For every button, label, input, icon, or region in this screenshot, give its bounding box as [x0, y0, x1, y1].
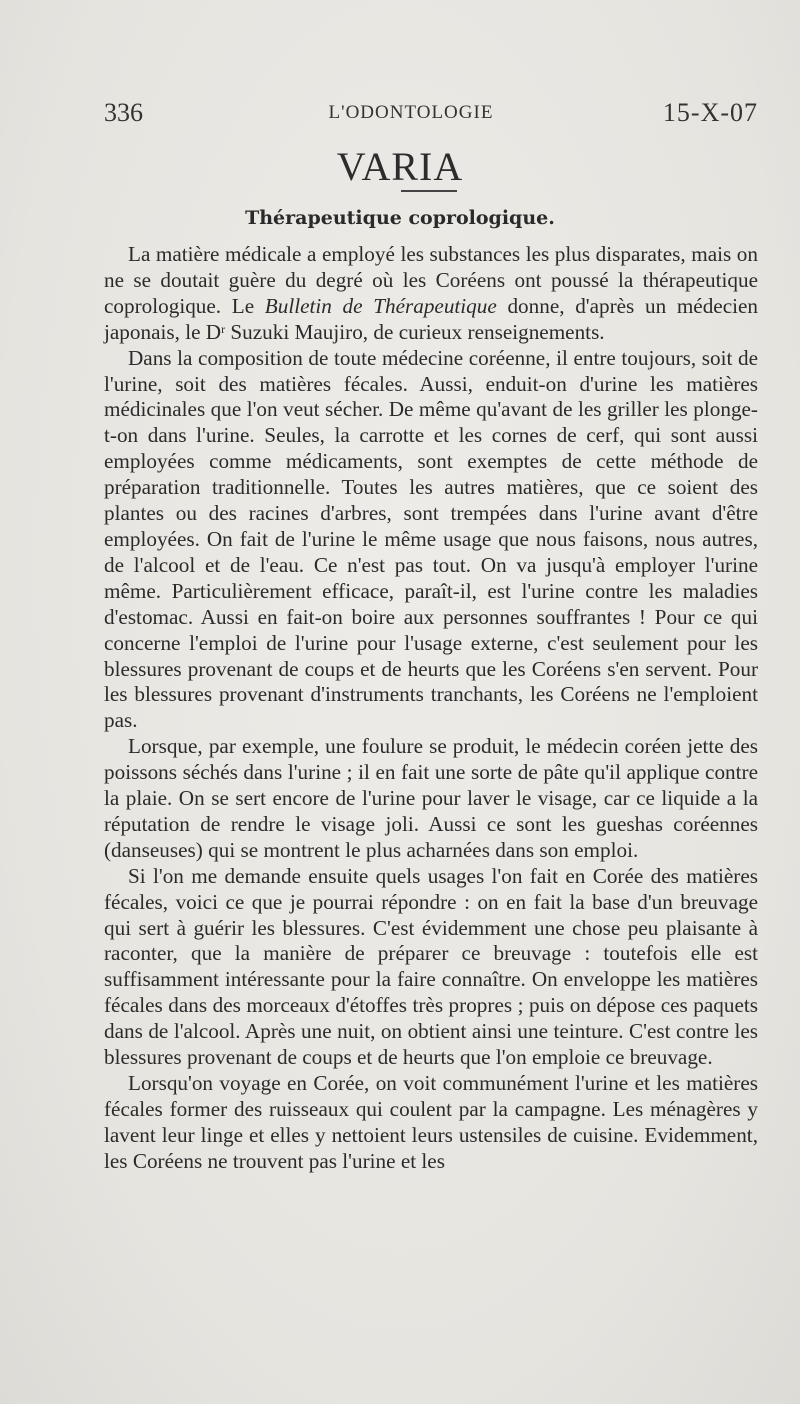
journal-reference: Bulletin de Thérapeutique — [264, 293, 497, 318]
paragraph-1-text-a: La matière médicale a employé les substances les plus disparates, mais on ne se doutait guère du degré où les Coréens ont poussé la thérapeutique coprologique. Le — [104, 242, 758, 318]
paragraph-1-text-c: Suzuki Maujiro, de curieux renseignements. — [225, 319, 605, 344]
paragraph-5: Lorsqu'on voyage en Corée, on voit communément l'urine et les matières fécales former des ruisseaux qui coulent par la campagne. Les ménagères y lavent leur linge et elles y nettoient leurs ustensiles de cuisine. Evidemment, les Coréens ne trouvent pas l'urine et les — [104, 1071, 758, 1173]
paragraph-1 — [104, 242, 758, 346]
doctor-abbrev-superscript: r — [221, 321, 226, 336]
paragraph-3: Lorsque, par exemple, une foulure se produit, le médecin coréen jette des poissons séchés dans l'urine ; il en fait une sorte de pâte qu'il applique contre la plaie. On se sert encore de l'urine pour laver le visage, car ce liquide a la réputation de rendre le visage joli. Aussi ce sont les gueshas coréennes (danseuses) qui se montrent le plus acharnées dans son emploi. — [104, 734, 758, 862]
title-rule — [401, 190, 457, 192]
section-title: VARIA — [336, 144, 464, 189]
paragraph-1-text-b: donne, d'après un médecien japonais, le D — [104, 293, 759, 344]
paragraph-2: Dans la composition de toute médecine coréenne, il entre toujours, soit de l'urine, soit des matières fécales. Aussi, enduit-on d'urine les matières médicinales que l'on veut sécher. De même qu'avant de les griller les plonge-t-on dans l'urine. Seules, la carrotte et les cornes de cerf, qui sont aussi employées comme médicaments, sont exemptes de cette méthode de préparation traditionnelle. Toutes les autres matières, que ce soient des plantes ou des racines d'arbres, sont trempées dans l'urine avant d'être employées. On fait de l'urine le même usage que nous faisons, nous autres, de l'alcool et de l'eau. Ce n'est pas tout. On va jusqu'à employer l'urine même. Particulièrement efficace, paraît-il, est l'urine contre les maladies d'estomac. Aussi en fait-on boire aux personnes souffrantes ! Pour ce qui concerne l'emploi de l'urine pour l'usage externe, c'est seulement pour les blessures provenant de coups et de heurts que les Coréens s'en servent. Pour les blessures provenant d'instruments tranchants, les Coréens ne l'emploient pas. — [104, 345, 758, 733]
article-subtitle: Thérapeutique coprologique. — [245, 207, 555, 229]
journal-title: L'ODONTOLOGIE — [328, 102, 494, 123]
issue-date: 15-X-07 — [662, 98, 758, 127]
page-number: 336 — [104, 98, 143, 127]
running-head — [104, 98, 758, 134]
paragraph-4: Si l'on me demande ensuite quels usages l'on fait en Corée des matières fécales, voici ce que je pourrai répondre : on en fait la base d'un breuvage qui sert à guérir les blessures. C'est évidemment une chose peu plaisante à raconter, que la manière de préparer ce breuvage : toutefois elle est suffisamment intéressante pour la faire connaître. On enveloppe les matières fécales dans des morceaux d'étoffes très propres ; puis on dépose ces paquets dans de l'alcool. Après une nuit, on obtient ainsi une teinture. C'est contre les blessures provenant de coups et de heurts que l'on emploie ce breuvage. — [104, 863, 758, 1070]
article-body — [104, 242, 758, 1175]
